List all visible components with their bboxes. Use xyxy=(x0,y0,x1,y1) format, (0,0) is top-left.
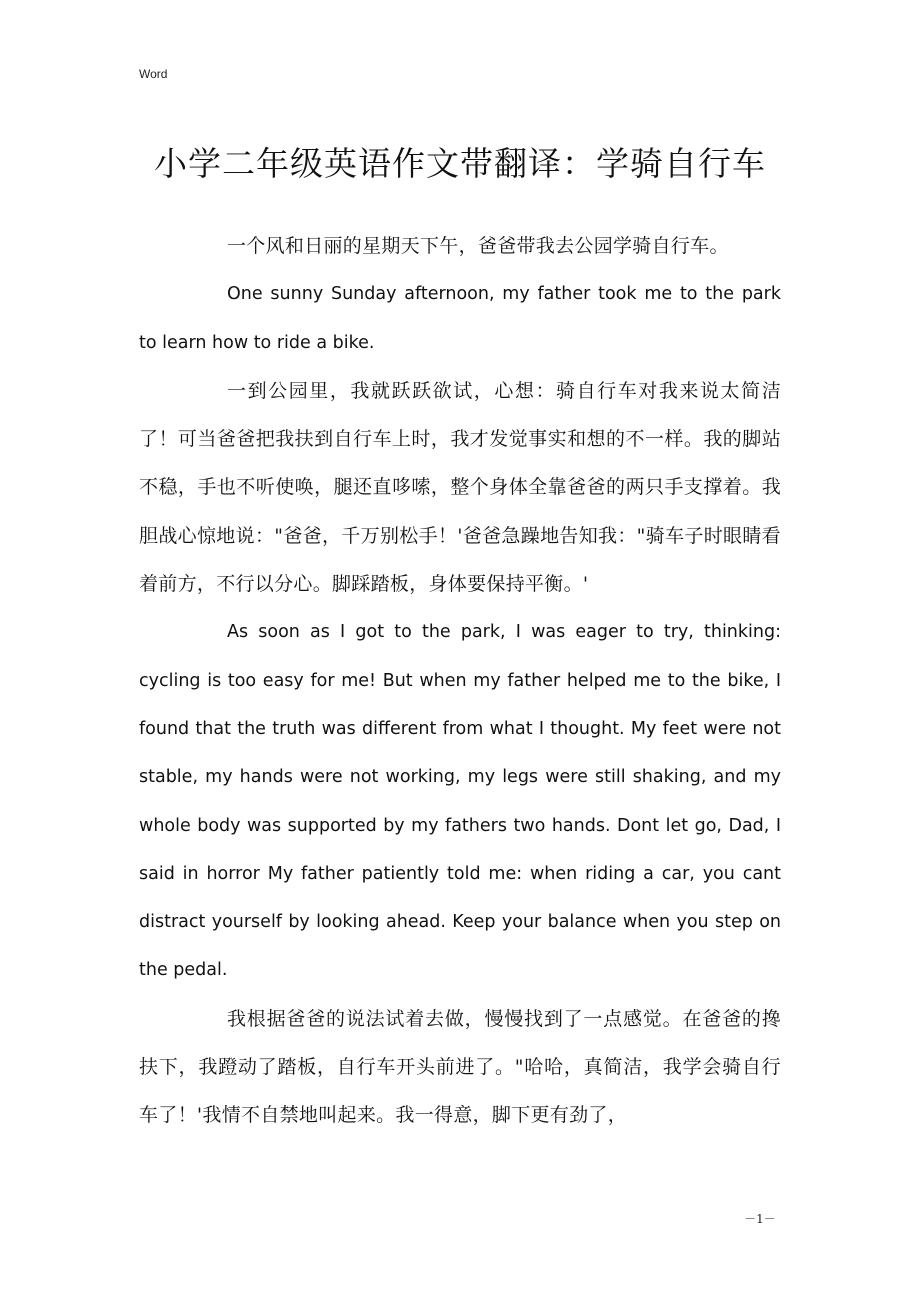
paragraph-english-1: One sunny Sunday afternoon, my father took me to the park to learn how to ride a bike. xyxy=(139,284,781,353)
paragraph-chinese-1: 一个风和日丽的星期天下午，爸爸带我去公园学骑自行车。 xyxy=(227,235,729,257)
page-number: －1－ xyxy=(744,1212,776,1226)
paragraph-english-2: As soon as I got to the park, I was eager to try, thinking: cycling is too easy for me! But when my father helped me to the bike, I found that the truth was different from what I thought. My feet were not stable, my hands were not working, my legs were still shaking, and my whole body was supported by my fathers two hands. Dont let go, Dad, I said in horror My father patiently told me: when riding a car, you cant distract yourself by looking ahead. Keep your balance when you step on the pedal. xyxy=(139,622,781,981)
document-body xyxy=(139,222,781,1140)
paragraph-chinese-3: 我根据爸爸的说法试着去做，慢慢找到了一点感觉。在爸爸的搀扶下，我蹬动了踏板，自行车开头前进了。"哈哈，真简洁，我学会骑自行车了！'我情不自禁地叫起来。我一得意，脚下更有劲了， xyxy=(139,1007,781,1127)
document-title: 小学二年级英语作文带翻译：学骑自行车 xyxy=(154,144,766,183)
paragraph-chinese-2: 一到公园里，我就跃跃欲试，心想：骑自行车对我来说太简洁了！可当爸爸把我扶到自行车上时，我才发觉事实和想的不一样。我的脚站不稳，手也不听使唤，腿还直哆嗦，整个身体全靠爸爸的两只手支撑着。我胆战心惊地说："爸爸，千万别松手！'爸爸急躁地告知我："骑车子时眼睛看着前方，不行以分心。脚踩踏板，身体要保持平衡。' xyxy=(139,379,781,596)
header-app-label: Word xyxy=(139,67,168,81)
